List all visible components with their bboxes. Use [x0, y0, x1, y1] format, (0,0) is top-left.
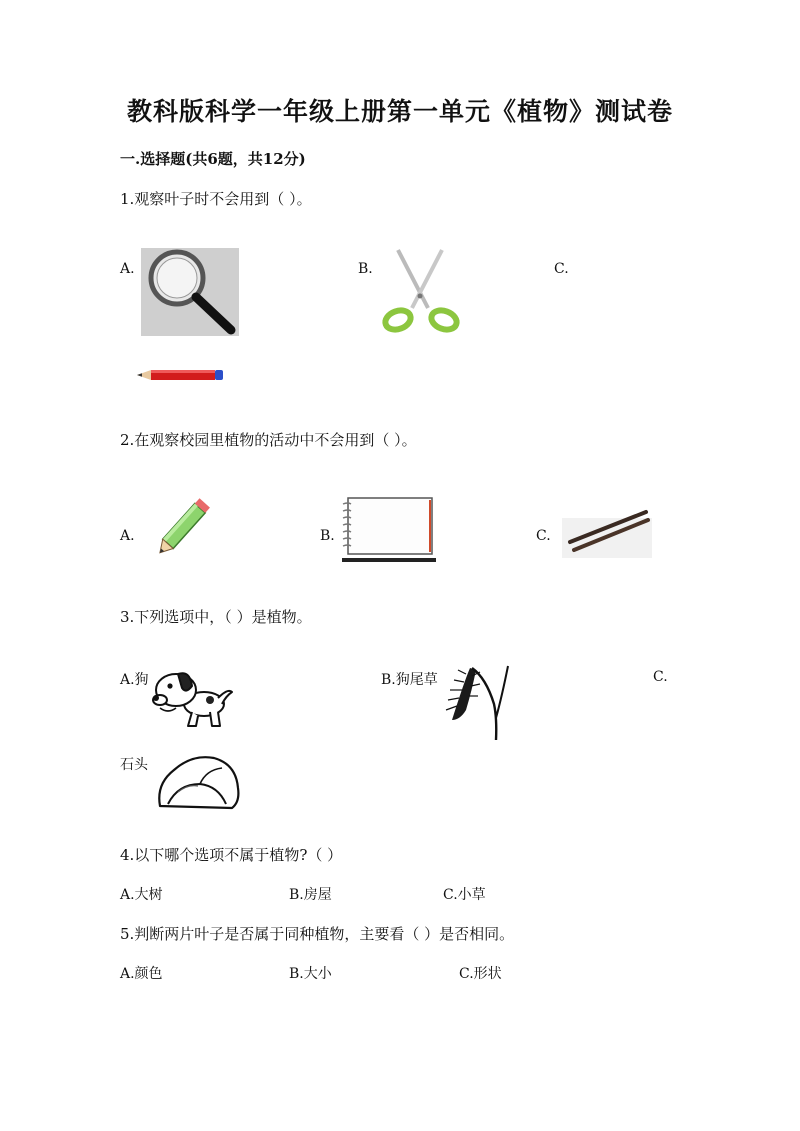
green-pencil-icon: [148, 490, 220, 562]
chopsticks-icon: [562, 502, 652, 558]
foxtail-grass-icon: [442, 660, 512, 742]
q5-option-b: B.大小: [289, 966, 332, 982]
magnifier-icon: [141, 248, 239, 336]
page-title: 教科版科学一年级上册第一单元《植物》测试卷: [126, 97, 673, 126]
q3-option-a-label: A.狗: [120, 672, 149, 688]
q2-option-a-label: A.: [120, 528, 135, 544]
section-heading: 一.选择题(共6题，共12分): [120, 150, 306, 168]
question-1: 1.观察叶子时不会用到（ ）。: [120, 190, 312, 208]
pencil-icon: [137, 368, 225, 382]
question-2: 2.在观察校园里植物的活动中不会用到（ ）。: [120, 431, 417, 449]
q4-option-b: B.房屋: [289, 887, 332, 903]
q2-option-b-label: B.: [320, 528, 335, 544]
dog-icon: [152, 666, 236, 730]
q5-option-a: A.颜色: [120, 966, 163, 982]
q1-option-b-label: B.: [358, 261, 373, 277]
q1-option-a-label: A.: [120, 261, 135, 277]
question-4: 4.以下哪个选项不属于植物?（ ）: [120, 846, 343, 864]
notebook-icon: [340, 494, 438, 564]
q3-option-b-label: B.狗尾草: [381, 672, 438, 688]
question-5: 5.判断两片叶子是否属于同种植物，主要看（ ）是否相同。: [120, 925, 515, 943]
scissors-icon: [378, 248, 464, 336]
q4-option-c: C.小草: [443, 887, 486, 903]
q3-option-c-label: C.: [653, 669, 668, 685]
rock-icon: [154, 752, 242, 812]
question-3: 3.下列选项中，（ ）是植物。: [120, 608, 312, 626]
q1-option-c-label: C.: [554, 261, 569, 277]
q2-option-c-label: C.: [536, 528, 551, 544]
q4-option-a: A.大树: [120, 887, 163, 903]
q3-option-c-text: 石头: [120, 757, 148, 773]
q5-option-c: C.形状: [459, 966, 502, 982]
